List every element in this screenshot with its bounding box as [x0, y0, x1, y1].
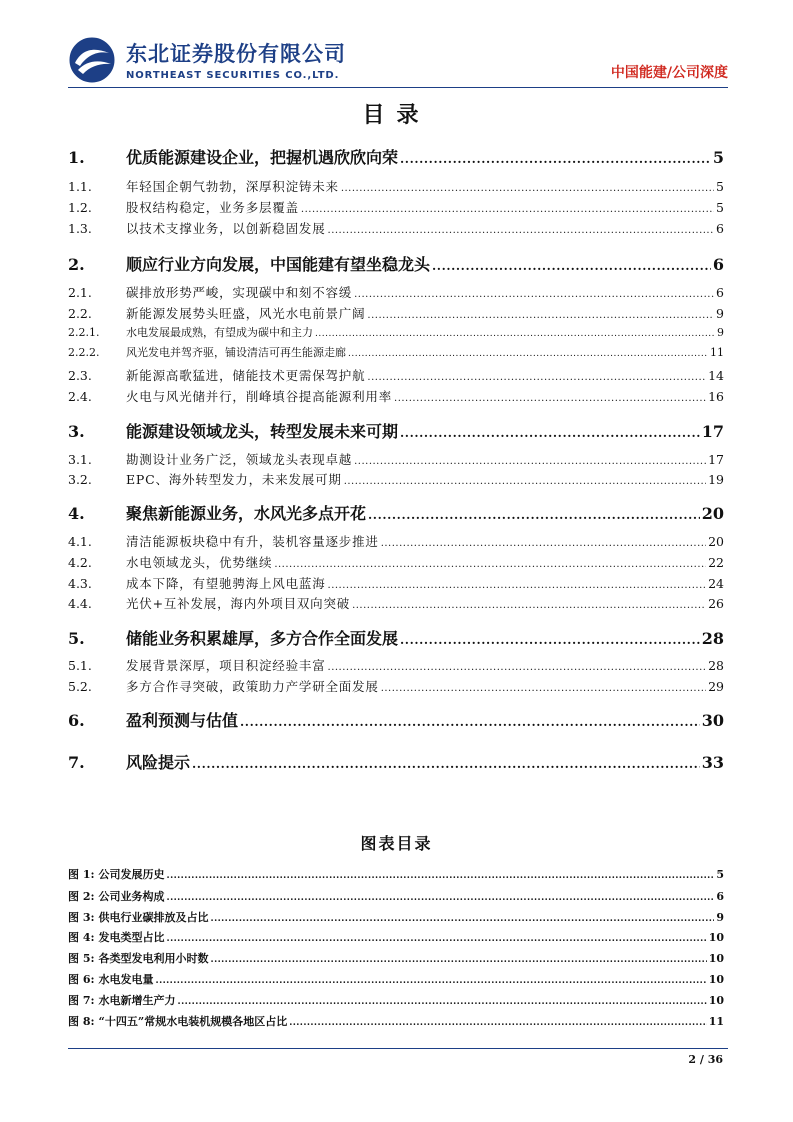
leader-dots [352, 600, 706, 611]
toc-entry-num: 5. [68, 629, 85, 648]
toc-entry-title: 优质能源建设企业，把握机遇欣欣向荣 [126, 148, 399, 167]
toc-entry-title: 股权结构稳定，业务多层覆盖 [126, 200, 299, 215]
figure-entry-num: 图 7: [68, 994, 95, 1007]
leader-dots [167, 934, 707, 944]
toc-entry[interactable] [68, 324, 724, 340]
figure-entry-page: 10 [708, 931, 724, 944]
company-name-cn: 东北证券股份有限公司 [126, 42, 346, 66]
leader-dots [400, 633, 700, 647]
toc-entry-page: 16 [708, 389, 724, 404]
toc-entry-page: 24 [708, 576, 724, 591]
leader-dots [381, 538, 706, 549]
leader-dots [354, 456, 706, 467]
leader-dots [328, 225, 715, 236]
figure-entry-title: 供电行业碳排放及占比 [98, 911, 209, 924]
figure-entry-num: 图 2: [68, 890, 95, 903]
leader-dots [328, 580, 707, 591]
toc-entry-page: 17 [708, 452, 724, 467]
toc-entry-num: 2.2.2. [68, 346, 100, 359]
toc-entry-title: 聚焦新能源业务，水风光多点开花 [126, 504, 367, 523]
leader-dots [344, 476, 706, 487]
leader-dots [156, 976, 707, 986]
leader-dots [432, 259, 711, 273]
figure-entry[interactable] [68, 992, 724, 1008]
leader-dots [192, 757, 700, 771]
leader-dots [348, 349, 708, 359]
toc-entry-page: 11 [710, 346, 724, 359]
toc-entry-title: 光伏+互补发展，海内外项目双向突破 [126, 596, 351, 611]
figure-entry[interactable] [68, 866, 724, 882]
toc-entry-page: 14 [708, 368, 724, 383]
toc-entry-num: 4. [68, 504, 85, 523]
toc-entry-num: 4.1. [68, 534, 92, 549]
company-logo-icon [68, 36, 116, 84]
toc-entry-page: 30 [701, 711, 724, 730]
leader-dots [400, 152, 711, 166]
toc-entry-page: 9 [716, 306, 724, 321]
toc-entry-num: 5.2. [68, 679, 92, 694]
figure-entry-page: 9 [716, 911, 724, 924]
figure-entry-title: 水电新增生产力 [98, 994, 176, 1007]
toc-entry-num: 2. [68, 255, 85, 274]
toc-entry-page: 33 [701, 753, 724, 772]
toc-entry-num: 2.1. [68, 285, 92, 300]
figure-entry-num: 图 8: [68, 1015, 95, 1028]
figure-entry-num: 图 1: [68, 868, 95, 881]
figure-entry-page: 10 [708, 994, 724, 1007]
toc-entry-num: 1.1. [68, 179, 92, 194]
toc-entry-num: 6. [68, 711, 85, 730]
toc-entry[interactable] [68, 470, 724, 488]
toc-entry-page: 5 [716, 179, 724, 194]
figure-entry-num: 图 5: [68, 952, 95, 965]
toc-entry-page: 5 [716, 200, 724, 215]
toc-entry-num: 5.1. [68, 658, 92, 673]
toc-entry-page: 28 [708, 658, 724, 673]
company-name-en: NORTHEAST SECURITIES CO.,LTD. [126, 70, 340, 81]
figure-entry[interactable] [68, 909, 724, 925]
toc-entry[interactable] [68, 366, 724, 384]
toc-entry[interactable] [68, 344, 724, 360]
figure-entry-title: 公司业务构成 [98, 890, 165, 903]
figure-entry-num: 图 6: [68, 973, 95, 986]
toc-entry[interactable] [68, 708, 724, 730]
toc-entry[interactable] [68, 450, 724, 468]
toc-entry-num: 1. [68, 148, 85, 167]
toc-entry-title: 年轻国企朝气勃勃，深厚积淀铸未来 [126, 179, 339, 194]
leader-dots [289, 1018, 706, 1028]
toc-entry-page: 28 [701, 629, 724, 648]
footer-divider [68, 1048, 728, 1049]
toc-entry-page: 17 [701, 422, 724, 441]
leader-dots [381, 683, 706, 694]
leader-dots [211, 914, 715, 924]
leader-dots [400, 426, 700, 440]
toc-entry-title: 碳排放形势严峻，实现碳中和刻不容缓 [126, 285, 353, 300]
toc-entry-title: 能源建设领域龙头，转型发展未来可期 [126, 422, 399, 441]
toc-entry[interactable] [68, 198, 724, 216]
toc-entry-page: 22 [708, 555, 724, 570]
toc-entry-num: 2.2.1. [68, 326, 100, 339]
leader-dots [394, 393, 706, 404]
toc-entry-title: 顺应行业方向发展，中国能建有望坐稳龙头 [126, 255, 431, 274]
figure-entry-title: 水电发电量 [98, 973, 154, 986]
toc-entry-num: 2.3. [68, 368, 92, 383]
leader-dots [167, 893, 715, 903]
toc-entry-title: 水电发展最成熟，有望成为碳中和主力 [126, 326, 313, 339]
figure-entry[interactable] [68, 950, 724, 966]
toc-entry-title: 勘测设计业务广泛，领域龙头表现卓越 [126, 452, 353, 467]
figure-entry-title: 公司发展历史 [98, 868, 165, 881]
toc-entry-num: 4.3. [68, 576, 92, 591]
toc-entry[interactable] [68, 594, 724, 612]
figure-entry-title: 发电类型占比 [98, 931, 165, 944]
toc-entry-num: 1.2. [68, 200, 92, 215]
leader-dots [367, 310, 714, 321]
leader-dots [341, 183, 714, 194]
toc-entry-page: 6 [716, 221, 724, 236]
leader-dots [315, 329, 715, 339]
toc-entry-title: 新能源高歌猛进，储能技术更需保驾护航 [126, 368, 366, 383]
figure-entry[interactable] [68, 1013, 724, 1029]
figure-entry-page: 10 [708, 973, 724, 986]
toc-entry-page: 6 [712, 255, 724, 274]
toc-entry-page: 20 [708, 534, 724, 549]
leader-dots [240, 715, 700, 729]
leader-dots [167, 871, 715, 881]
toc-entry[interactable] [68, 145, 724, 167]
toc-entry-page: 19 [708, 472, 724, 487]
toc-entry[interactable] [68, 177, 724, 195]
toc-entry-num: 7. [68, 753, 85, 772]
header-divider [68, 87, 728, 88]
toc-entry-num: 3.2. [68, 472, 92, 487]
figure-entry-page: 5 [716, 868, 724, 881]
report-tag: 中国能建/公司深度 [610, 65, 728, 81]
toc-entry[interactable] [68, 574, 724, 592]
toc-entry-title: 盈利预测与估值 [126, 711, 239, 730]
leader-dots [274, 559, 706, 570]
figure-entry[interactable] [68, 971, 724, 987]
toc-entry[interactable] [68, 532, 724, 550]
toc-entry[interactable] [68, 626, 724, 648]
toc-entry-page: 29 [708, 679, 724, 694]
figure-list-title: 图表目录 [360, 834, 433, 853]
toc-entry-title: 风险提示 [126, 753, 191, 772]
toc-entry[interactable] [68, 553, 724, 571]
toc-entry[interactable] [68, 304, 724, 322]
figure-entry-title: “十四五”常规水电装机规模各地区占比 [98, 1015, 288, 1028]
toc-entry-title: EPC、海外转型发力，未来发展可期 [126, 472, 342, 487]
toc-entry[interactable] [68, 501, 724, 523]
figure-entry-page: 6 [716, 890, 724, 903]
page-indicator: 2 / 36 [688, 1053, 723, 1066]
figure-entry[interactable] [68, 888, 724, 904]
toc-entry-page: 9 [717, 326, 724, 339]
leader-dots [178, 997, 707, 1007]
toc-entry-title: 水电领域龙头，优势继续 [126, 555, 273, 570]
toc-entry[interactable] [68, 419, 724, 441]
toc-entry-page: 20 [701, 504, 724, 523]
page-header [68, 30, 728, 88]
figure-entry-num: 图 4: [68, 931, 95, 944]
toc-entry-title: 清洁能源板块稳中有升，装机容量逐步推进 [126, 534, 379, 549]
toc-entry-title: 多方合作寻突破，政策助力产学研全面发展 [126, 679, 379, 694]
toc-entry-num: 4.4. [68, 596, 92, 611]
toc-entry-num: 4.2. [68, 555, 92, 570]
toc-entry[interactable] [68, 219, 724, 237]
leader-dots [301, 204, 714, 215]
leader-dots [354, 289, 714, 300]
toc-title: 目录 [362, 102, 431, 128]
figure-entry-page: 10 [708, 952, 724, 965]
toc-entry-title: 风光发电并驾齐驱，铺设清洁可再生能源走廊 [126, 346, 346, 359]
toc-entry-title: 储能业务积累雄厚，多方合作全面发展 [126, 629, 399, 648]
toc-entry[interactable] [68, 252, 724, 274]
toc-entry[interactable] [68, 750, 724, 772]
leader-dots [328, 662, 707, 673]
toc-entry[interactable] [68, 387, 724, 405]
toc-entry-page: 5 [712, 148, 724, 167]
toc-entry-title: 发展背景深厚，项目积淀经验丰富 [126, 658, 326, 673]
toc-entry[interactable] [68, 677, 724, 695]
toc-entry-title: 成本下降，有望驰骋海上风电蓝海 [126, 576, 326, 591]
leader-dots [211, 955, 707, 965]
figure-entry-title: 各类型发电利用小时数 [98, 952, 209, 965]
company-name [126, 38, 346, 81]
toc-entry-title: 火电与风光储并行，削峰填谷提高能源利用率 [126, 389, 393, 404]
figure-entry[interactable] [68, 929, 724, 945]
toc-entry-num: 3.1. [68, 452, 92, 467]
toc-entry-title: 新能源发展势头旺盛，风光水电前景广阔 [126, 306, 366, 321]
toc-entry-num: 2.2. [68, 306, 92, 321]
toc-entry-page: 6 [716, 285, 724, 300]
toc-entry-page: 26 [708, 596, 724, 611]
toc-entry-num: 1.3. [68, 221, 92, 236]
figure-entry-page: 11 [708, 1015, 724, 1028]
toc-entry-num: 2.4. [68, 389, 92, 404]
leader-dots [367, 372, 706, 383]
toc-entry[interactable] [68, 656, 724, 674]
leader-dots [368, 508, 700, 522]
toc-entry[interactable] [68, 283, 724, 301]
toc-entry-num: 3. [68, 422, 85, 441]
figure-entry-num: 图 3: [68, 911, 95, 924]
toc-entry-title: 以技术支撑业务，以创新稳固发展 [126, 221, 326, 236]
